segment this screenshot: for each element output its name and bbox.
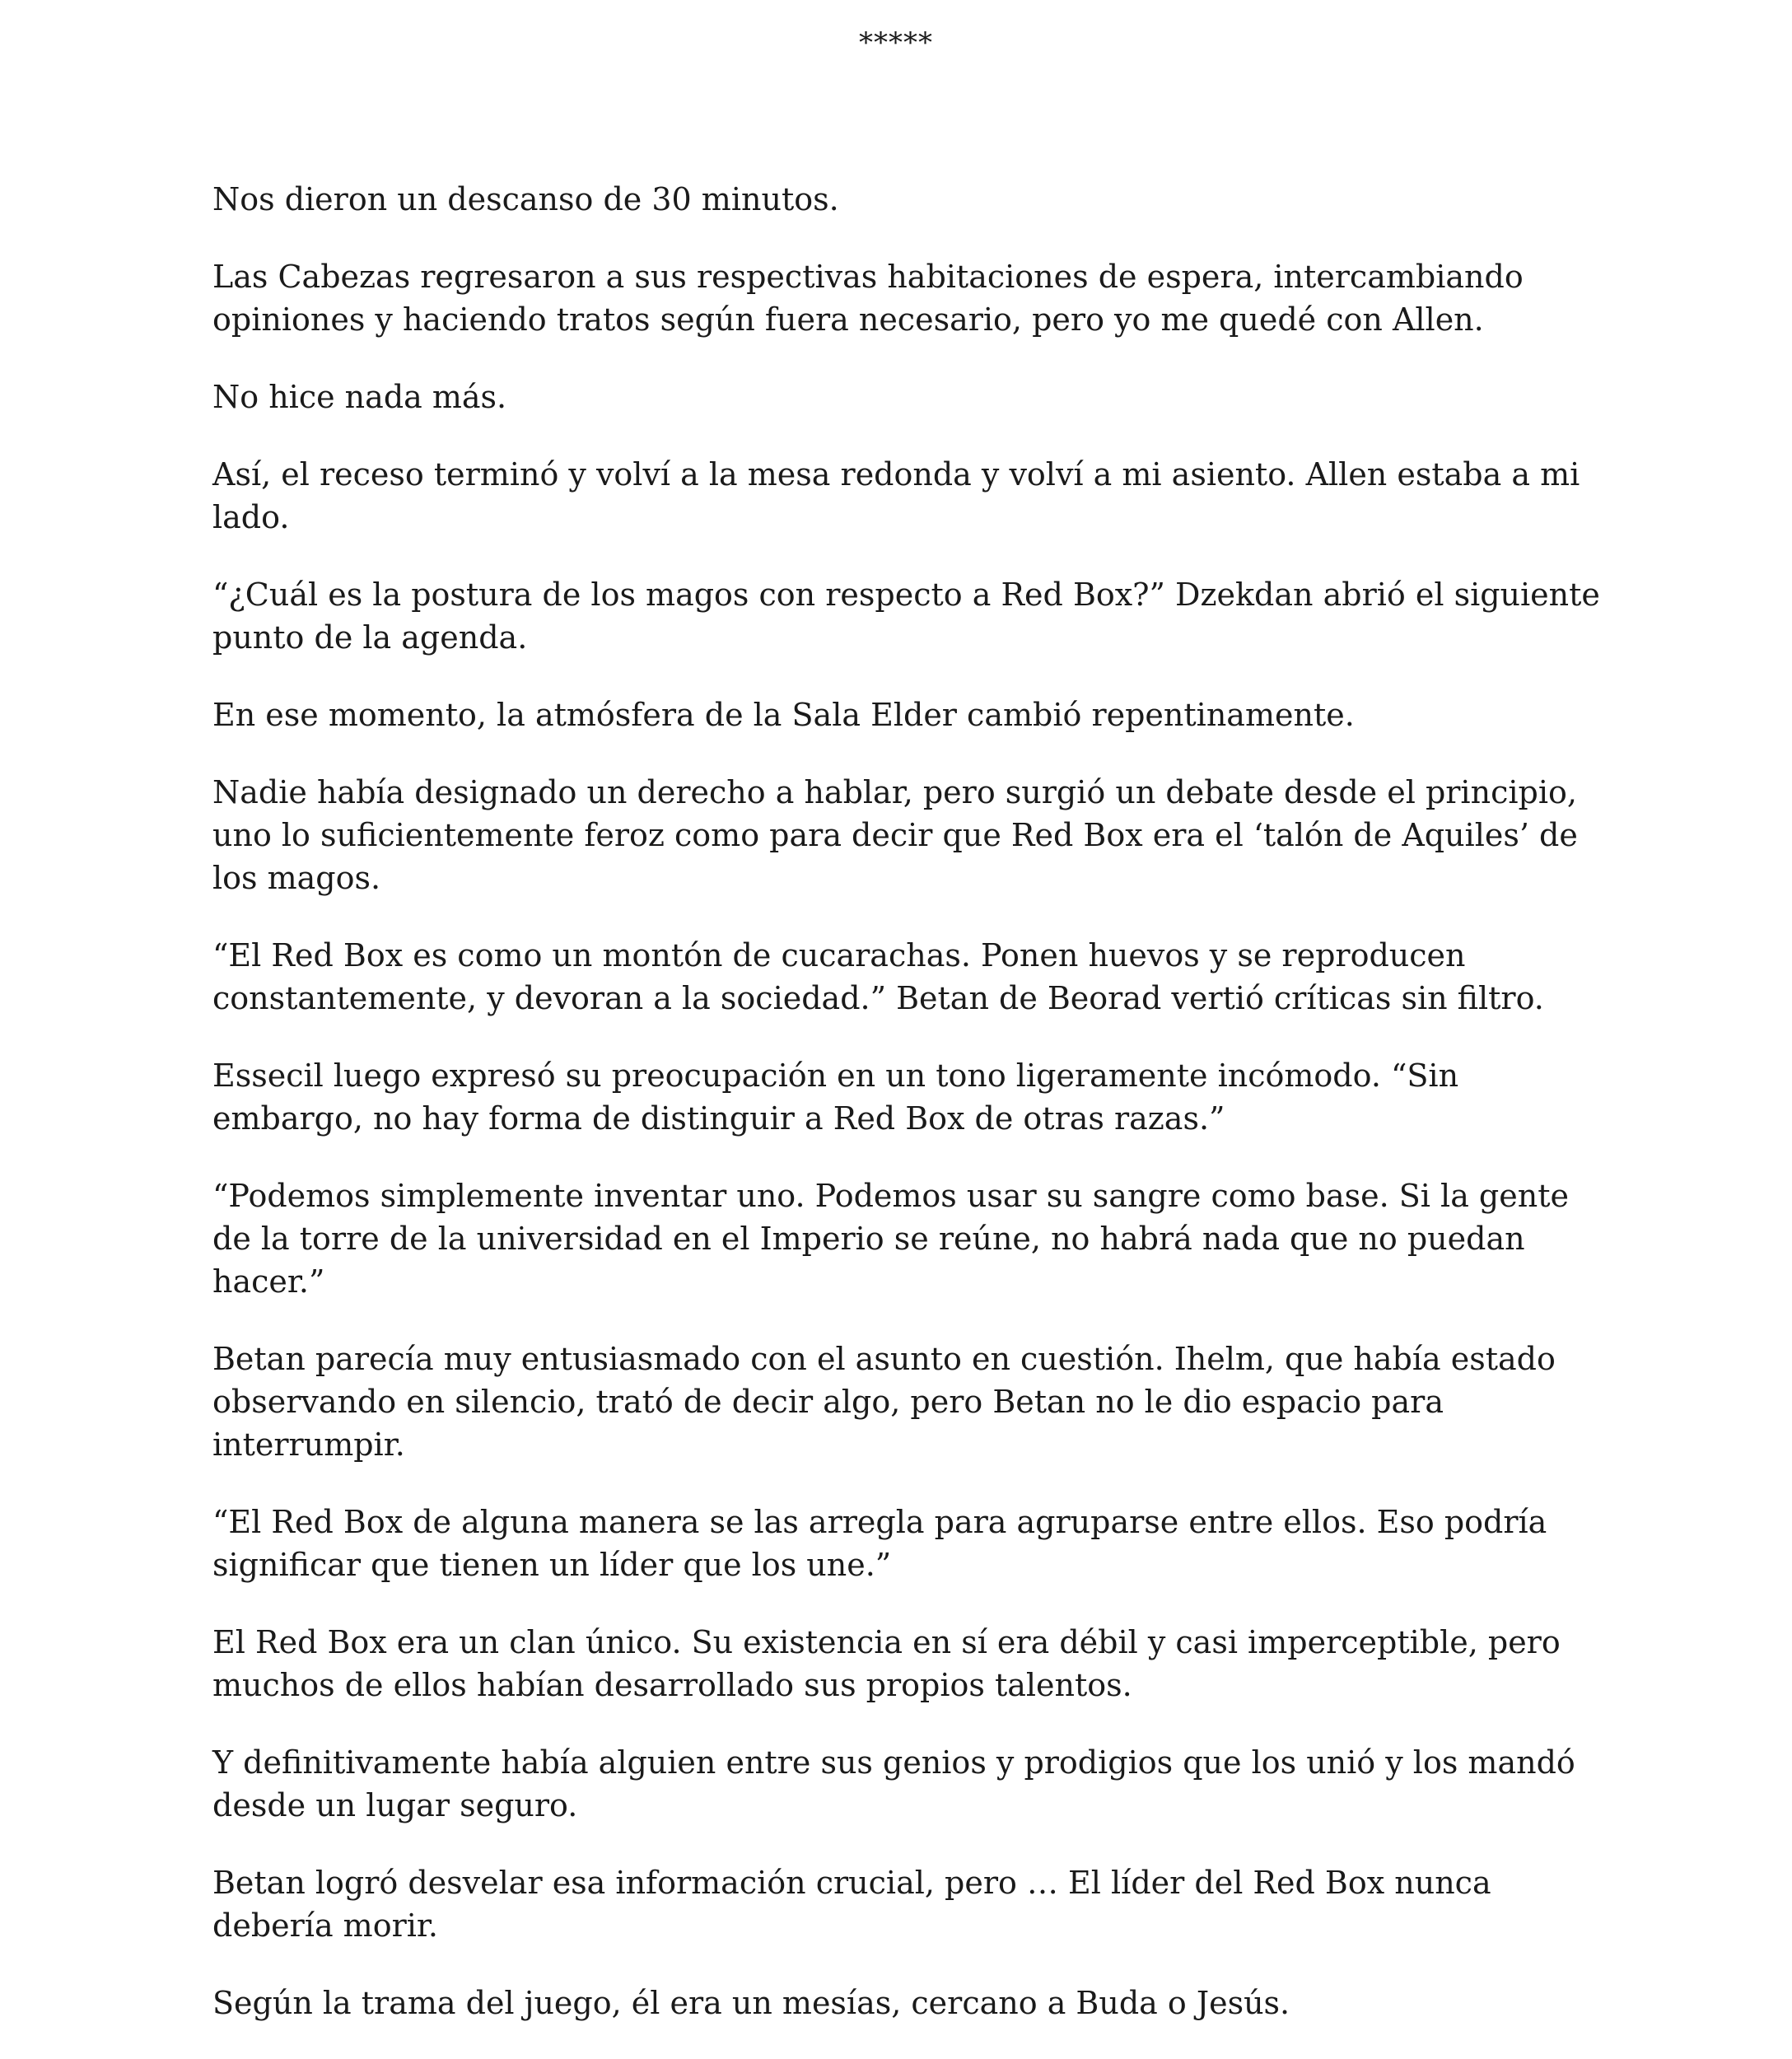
scene-separator: *****: [859, 26, 933, 59]
paragraph: Essecil luego expresó su preocupación en un tono ligeramente incómodo. “Sin embargo, no hay forma de distinguir a Red Box de otras razas.”: [212, 1058, 1459, 1137]
paragraph: Así, el receso terminó y volví a la mesa redonda y volví a mi asiento. Allen estaba a mi lado.: [212, 456, 1580, 535]
paragraph: Betan parecía muy entusiasmado con el asunto en cuestión. Ihelm, que había estado observando en silencio, trató de decir algo, pero Betan no le dio espacio para interrumpir.: [212, 1341, 1556, 1463]
paragraph: El Red Box era un clan único. Su existencia en sí era débil y casi imperceptible, pero muchos de ellos habían desarrollado sus propios talentos.: [212, 1624, 1561, 1703]
paragraph: “Podemos simplemente inventar uno. Podemos usar su sangre como base. Si la gente de la torre de la universidad en el Imperio se reúne, no habrá nada que no puedan hacer.”: [212, 1178, 1569, 1300]
paragraph: Las Cabezas regresaron a sus respectivas habitaciones de espera, intercambiando opiniones y haciendo tratos según fuera necesario, pero yo me quedé con Allen.: [212, 259, 1524, 338]
paragraph: En ese momento, la atmósfera de la Sala Elder cambió repentinamente.: [212, 697, 1355, 733]
paragraph: “¿Cuál es la postura de los magos con respecto a Red Box?” Dzekdan abrió el siguiente punto de la agenda.: [212, 577, 1600, 656]
paragraph: Nadie había designado un derecho a hablar, pero surgió un debate desde el principio, uno lo suficientemente feroz como para decir que Red Box era el ‘talón de Aquiles’ de los magos.: [212, 774, 1578, 896]
paragraph: No hice nada más.: [212, 379, 507, 415]
paragraph: “El Red Box de alguna manera se las arregla para agruparse entre ellos. Eso podría significar que tienen un líder que los une.”: [212, 1504, 1547, 1583]
paragraph: Según la trama del juego, él era un mesías, cercano a Buda o Jesús.: [212, 1985, 1290, 2021]
paragraph: Betan logró desvelar esa información crucial, pero … El líder del Red Box nunca debería morir.: [212, 1865, 1491, 1944]
paragraph: “El Red Box es como un montón de cucarachas. Ponen huevos y se reproducen constantemente, y devoran a la sociedad.” Betan de Beorad vertió críticas sin filtro.: [212, 937, 1544, 1016]
paragraph: Y definitivamente había alguien entre sus genios y prodigios que los unió y los mandó desde un lugar seguro.: [212, 1744, 1575, 1823]
paragraph: Nos dieron un descanso de 30 minutos.: [212, 181, 839, 217]
document-body: [212, 178, 1612, 2059]
